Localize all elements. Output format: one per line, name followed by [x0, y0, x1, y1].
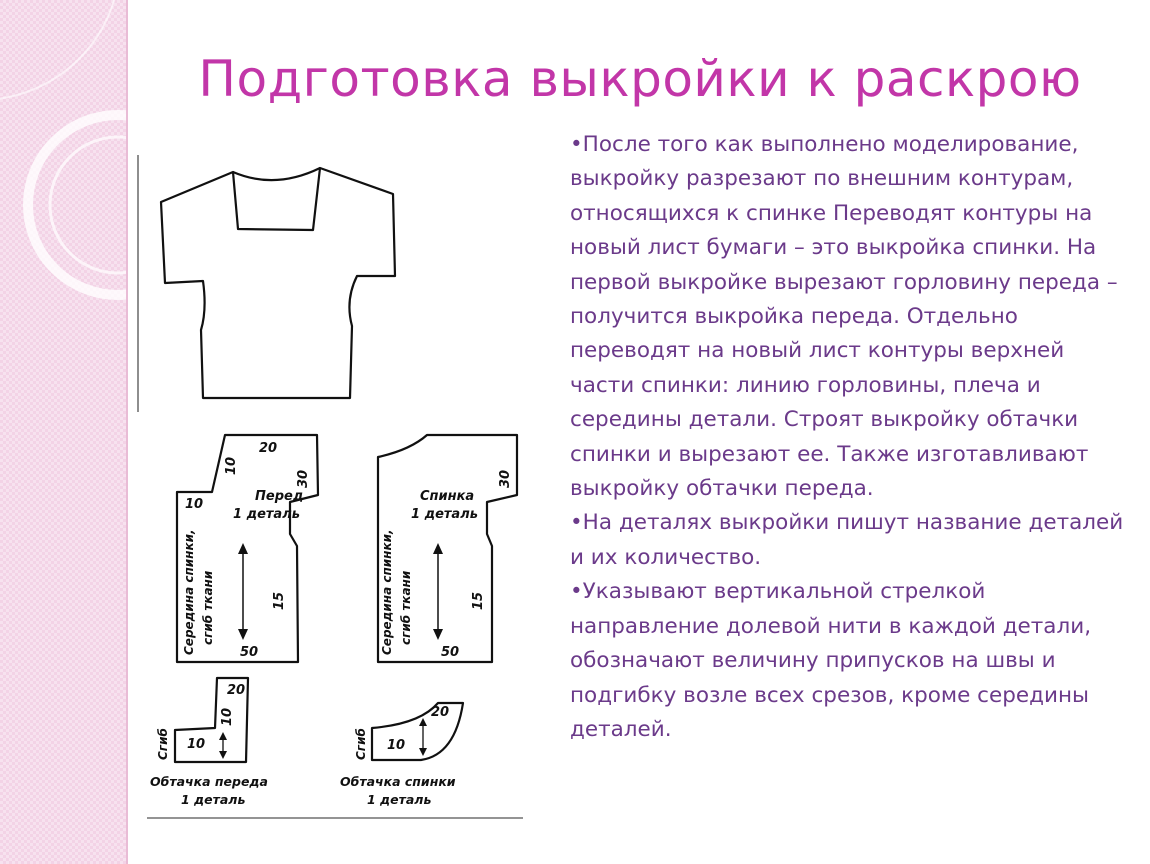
front-side-label-2: сгиб ткани	[201, 570, 215, 645]
decorative-circles	[0, 0, 128, 864]
blouse-drawing	[161, 168, 395, 398]
front-n10b: 10	[185, 497, 204, 512]
back-side-label: Середина спинки,	[380, 529, 394, 655]
back-facing-n20: 20	[431, 705, 450, 720]
front-facing-n20: 20	[227, 683, 246, 698]
front-n30: 30	[296, 469, 311, 488]
front-pattern-piece	[177, 435, 318, 662]
front-n10a: 10	[224, 456, 239, 475]
front-facing-n10a: 10	[220, 707, 235, 726]
front-facing-n10b: 10	[187, 737, 206, 752]
back-facing-fold: Сгиб	[354, 728, 368, 760]
front-n50: 50	[240, 645, 259, 660]
slide-title: Подготовка выкройки к раскрою	[198, 50, 1082, 108]
back-facing-count: 1 деталь	[367, 792, 432, 807]
front-facing-count: 1 деталь	[181, 792, 246, 807]
back-name: Спинка	[420, 489, 475, 504]
back-side-label-2: сгиб ткани	[399, 570, 413, 645]
front-n20: 20	[259, 441, 278, 456]
back-n30: 30	[498, 469, 513, 488]
front-facing-fold: Сгиб	[156, 728, 170, 760]
back-pattern-piece	[378, 435, 517, 662]
back-n50: 50	[441, 645, 460, 660]
back-count: 1 деталь	[411, 507, 478, 522]
slide-body-text	[570, 128, 1130, 747]
side-band-border	[126, 0, 128, 864]
back-n15: 15	[471, 591, 486, 610]
back-facing-piece	[340, 703, 463, 807]
front-n15: 15	[272, 591, 287, 610]
paragraph-2: •На деталях выкройки пишут название деталей и их количество.	[570, 510, 1124, 570]
back-facing-name: Обтачка спинки	[340, 774, 456, 789]
front-side-label: Середина спинки,	[182, 529, 196, 655]
decorative-side-band	[0, 0, 128, 864]
paragraph-3: •Указывают вертикальной стрелкой направление долевой нити в каждой детали, обозначают величину припусков на швы и подгибку возле всех срезов, кроме середины деталей.	[570, 579, 1092, 742]
front-facing-piece	[150, 678, 268, 807]
front-count: 1 деталь	[233, 507, 300, 522]
front-name: Перед	[255, 489, 304, 504]
paragraph-1: •После того как выполнено моделирование, выкройку разрезают по внешним контурам, относящихся к спинке Переводят контуры на новый лист бумаги – это выкройка спинки. На первой выкройке вырезают горловину переда – получится выкройка переда. Отдельно переводят на новый лист контуры верхней части спинки: линию горловины, плеча и середины детали. Строят выкройку обтачки спинки и вырезают ее. Также изготавливают выкройку обтачки переда.	[570, 132, 1118, 502]
front-facing-name: Обтачка переда	[150, 774, 268, 789]
back-facing-n10: 10	[387, 738, 406, 753]
pattern-figure	[135, 150, 535, 840]
